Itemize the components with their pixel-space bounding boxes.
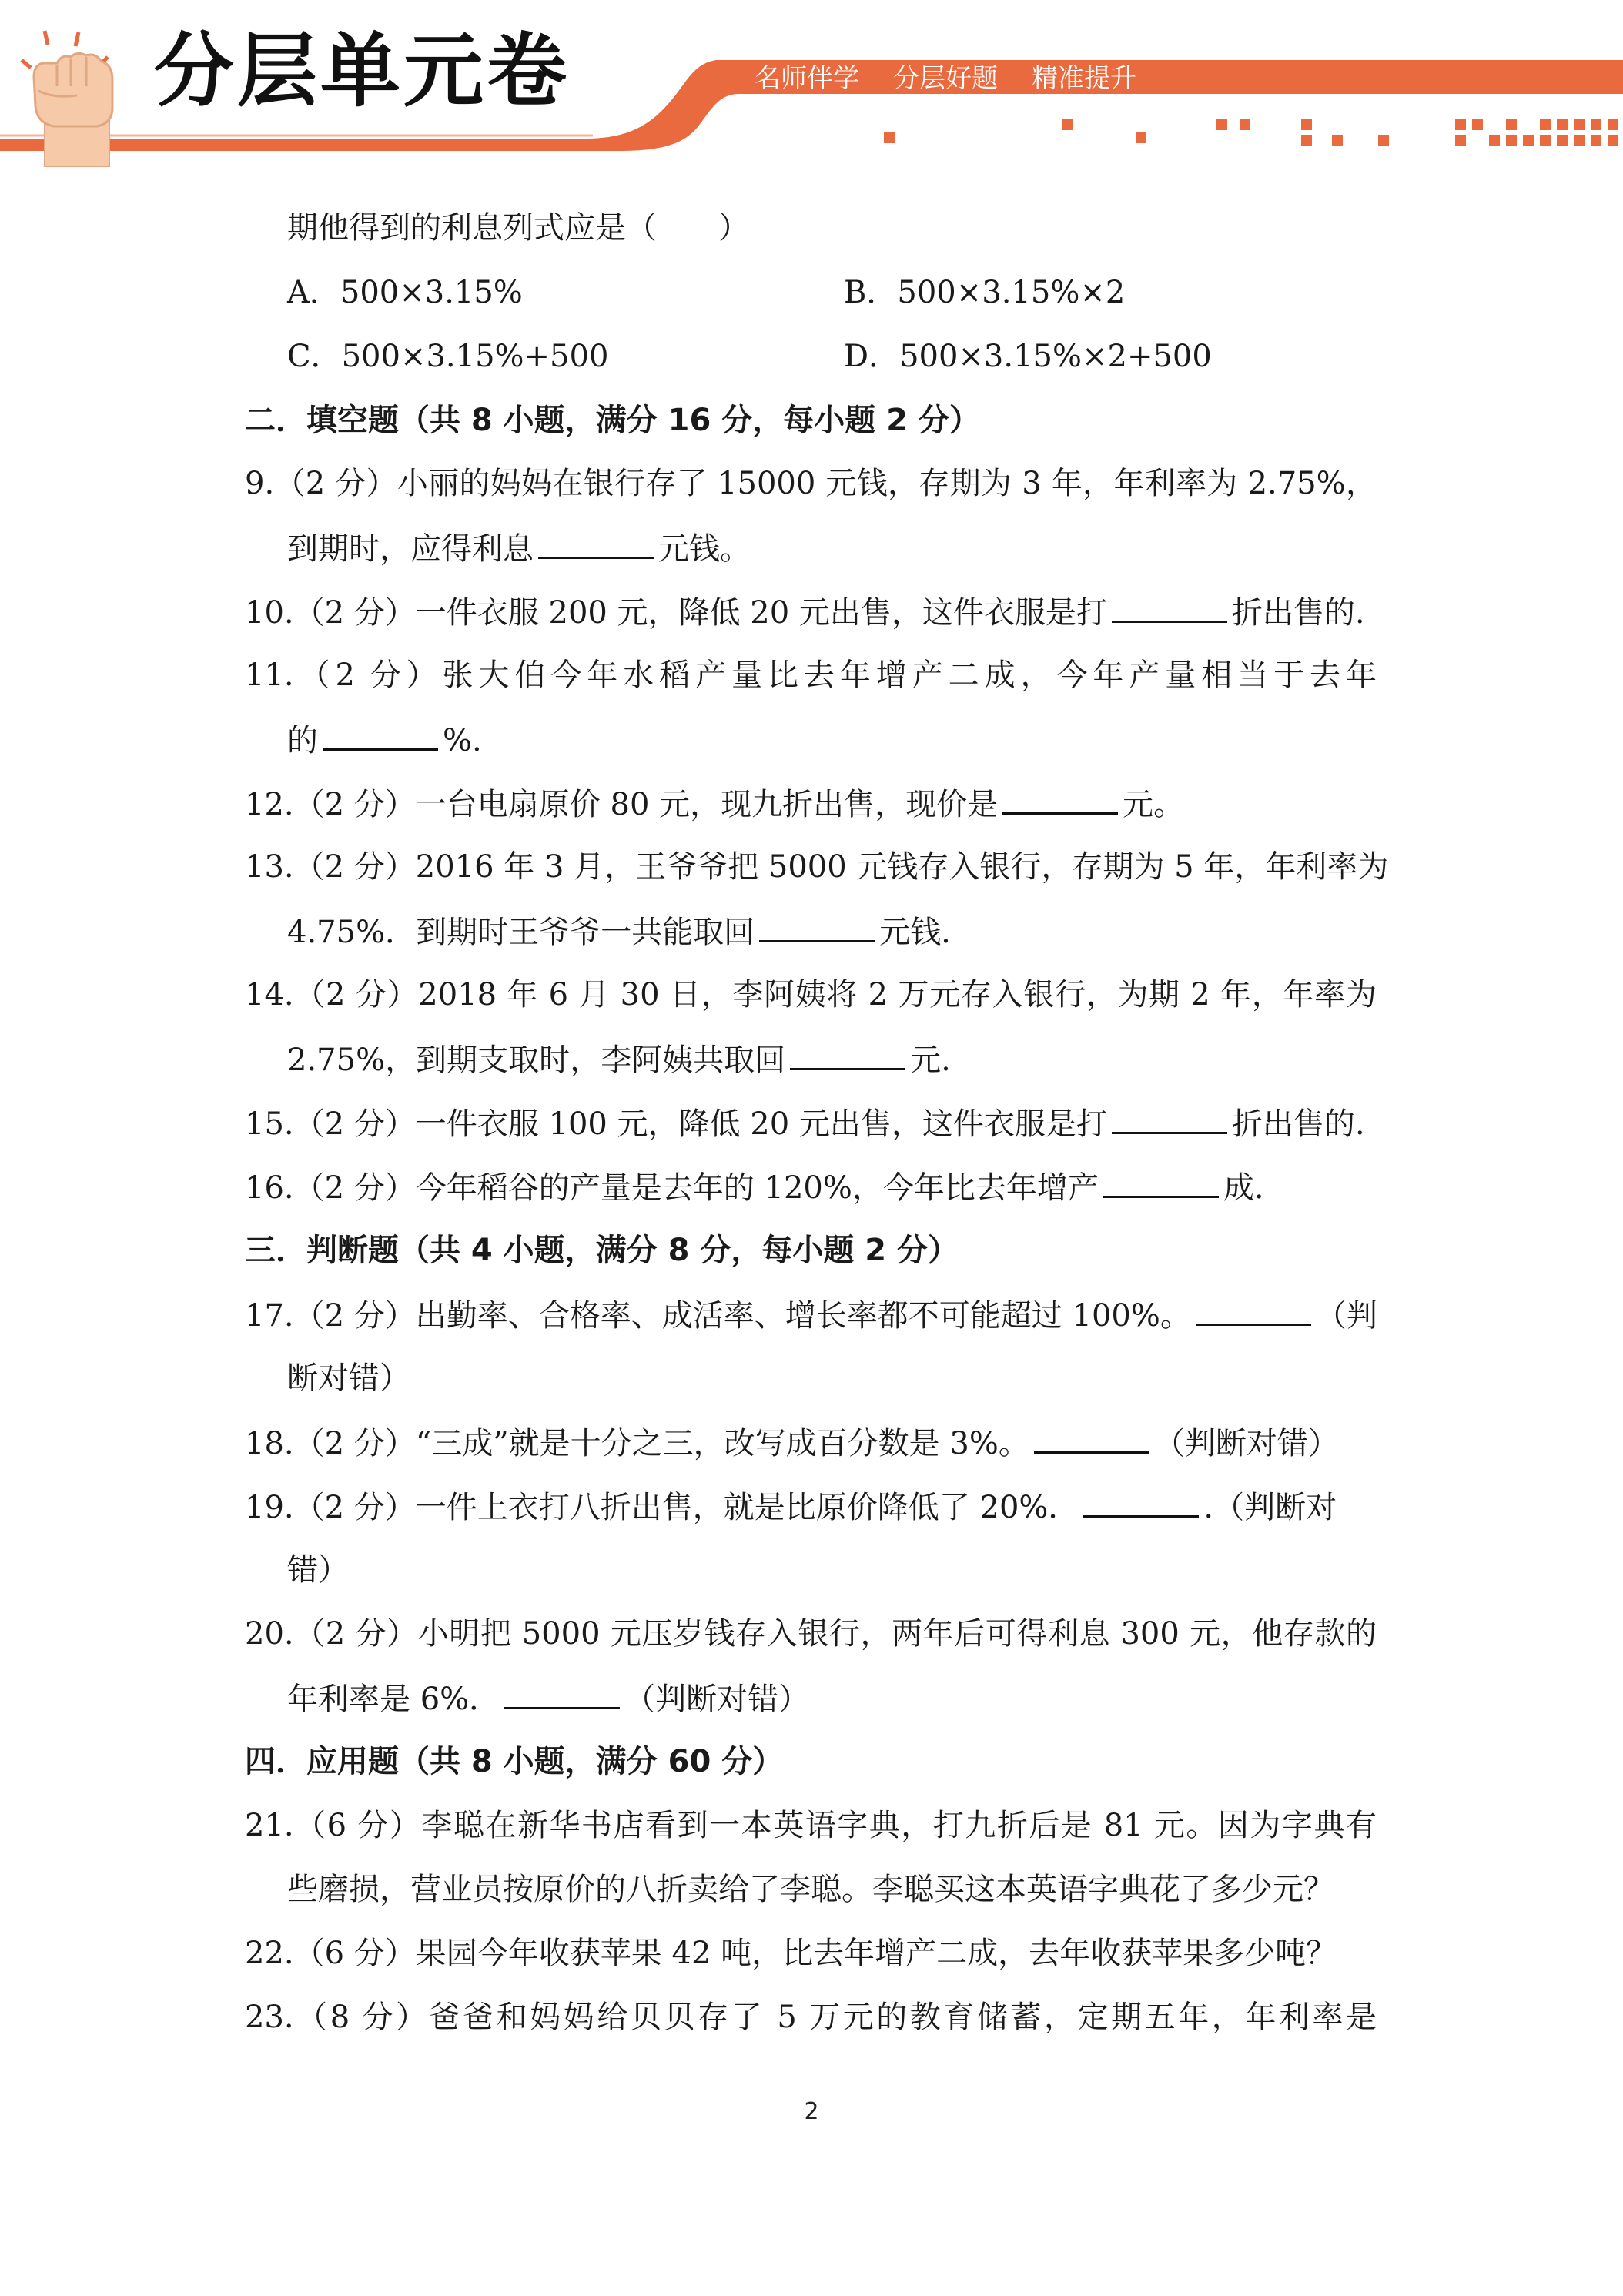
q14-unit: 元.	[910, 1043, 951, 1078]
q16-answer-blank[interactable]	[1103, 1165, 1219, 1198]
q18-tail: （判断对错）	[1153, 1426, 1339, 1461]
q8-option-d: D．500×3.15%×2+500	[844, 339, 1212, 374]
page-number: 2	[804, 2098, 819, 2125]
q19-line1	[245, 1484, 1377, 1529]
q8-option-b: B．500×3.15%×2	[844, 275, 1126, 310]
q15-text: 15.（2 分）一件衣服 100 元，降低 20 元出售，这件衣服是打	[245, 1106, 1107, 1142]
q12-line	[245, 782, 1377, 826]
q8-option-c: C．500×3.15%+500	[287, 339, 609, 374]
q10-answer-blank[interactable]	[1112, 590, 1227, 623]
q13-answer-blank[interactable]	[759, 909, 875, 942]
q10-text: 10.（2 分）一件衣服 200 元，降低 20 元出售，这件衣服是打	[245, 595, 1107, 631]
q19-line2: 错）	[287, 1552, 349, 1588]
q13-line1: 13.（2 分）2016 年 3 月，王爷爷把 5000 元钱存入银行，存期为 5 年，年利率为	[245, 849, 1389, 885]
slogan-1: 名师伴学	[755, 63, 859, 94]
q9-unit: 元钱。	[658, 531, 751, 567]
brand-title: 分层单元卷	[154, 24, 571, 118]
q20-line1: 20.（2 分）小明把 5000 元压岁钱存入银行，两年后可得利息 300 元，他存款的	[245, 1616, 1377, 1652]
q11-line1: 11.（2 分）张大伯今年水稻产量比去年增产二成，今年产量相当于去年	[245, 658, 1377, 693]
section-heading-true-false: 三．判断题（共 4 小题，满分 8 分，每小题 2 分）	[245, 1233, 959, 1268]
slogan-2: 分层好题	[893, 63, 998, 94]
q23-line1: 23.（8 分）爸爸和妈妈给贝贝存了 5 万元的教育储蓄，定期五年，年利率是	[245, 2000, 1377, 2035]
q12-text: 12.（2 分）一台电扇原价 80 元，现九折出售，现价是	[245, 787, 999, 822]
q12-unit: 元。	[1123, 787, 1185, 822]
q11-answer-blank[interactable]	[323, 718, 438, 751]
q21-line1: 21.（6 分）李聪在新华书店看到一本英语字典，打九折后是 81 元。因为字典有	[245, 1808, 1377, 1843]
q13-text: 4.75%．到期时王爷爷一共能取回	[287, 915, 755, 950]
q20-tail: （判断对错）	[624, 1682, 810, 1717]
q18-line	[245, 1421, 1377, 1465]
q9-answer-blank[interactable]	[538, 526, 654, 559]
q19-tail: .（判断对	[1203, 1490, 1337, 1525]
q17-line2: 断对错）	[287, 1361, 410, 1396]
q14-answer-blank[interactable]	[790, 1037, 905, 1070]
q14-line2	[287, 1037, 1419, 1082]
q20-line2	[287, 1676, 1419, 1721]
q11-unit: %.	[443, 723, 482, 758]
q8-continuation: 期他得到的利息列式应是（ ）	[287, 210, 749, 246]
section-heading-fill-in: 二．填空题（共 8 小题，满分 16 分，每小题 2 分）	[245, 403, 980, 438]
q9-line1: 9.（2 分）小丽的妈妈在银行存了 15000 元钱，存期为 3 年，年利率为 2.75%，	[245, 466, 1377, 501]
q16-line	[245, 1165, 1377, 1210]
q17-tail: （判	[1315, 1298, 1377, 1334]
q19-text: 19.（2 分）一件上衣打八折出售，就是比原价降低了 20%．	[245, 1490, 1079, 1525]
q13-line2	[287, 909, 1419, 954]
q8-option-a: A．500×3.15%	[287, 275, 523, 310]
q9-text: 到期时，应得利息	[287, 531, 534, 567]
q18-answer-blank[interactable]	[1034, 1421, 1149, 1454]
decorative-squares	[884, 119, 1618, 146]
q16-tail: 成.	[1223, 1170, 1264, 1206]
q9-line2	[287, 526, 1419, 571]
q18-text: 18.（2 分）“三成”就是十分之三，改写成百分数是 3%。	[245, 1426, 1029, 1461]
q15-line	[245, 1101, 1377, 1146]
q19-answer-blank[interactable]	[1083, 1484, 1199, 1518]
q14-line1: 14.（2 分）2018 年 6 月 30 日，李阿姨将 2 万元存入银行，为期 2 年，年率为	[245, 977, 1377, 1012]
q17-line1	[245, 1293, 1377, 1337]
q10-tail: 折出售的.	[1231, 595, 1365, 631]
q12-answer-blank[interactable]	[1002, 782, 1118, 815]
q15-answer-blank[interactable]	[1112, 1101, 1227, 1134]
section-heading-application: 四．应用题（共 8 小题，满分 60 分）	[245, 1744, 784, 1779]
q16-text: 16.（2 分）今年稻谷的产量是去年的 120%，今年比去年增产	[245, 1170, 1099, 1206]
page-header	[0, 0, 1623, 169]
q11-text: 的	[287, 723, 318, 758]
q14-text: 2.75%，到期支取时，李阿姨共取回	[287, 1043, 786, 1078]
q22-line: 22.（6 分）果园今年收获苹果 42 吨，比去年增产二成，去年收获苹果多少吨？	[245, 1936, 1337, 1971]
q20-answer-blank[interactable]	[504, 1676, 620, 1709]
q17-answer-blank[interactable]	[1196, 1293, 1311, 1326]
q20-text: 年利率是 6%．	[287, 1682, 500, 1717]
q10-line	[245, 590, 1377, 634]
q13-unit: 元钱.	[879, 915, 951, 950]
slogan-3: 精准提升	[1032, 63, 1136, 94]
q15-tail: 折出售的.	[1231, 1106, 1365, 1142]
q17-text: 17.（2 分）出勤率、合格率、成活率、增长率都不可能超过 100%。	[245, 1298, 1191, 1334]
q11-line2	[287, 718, 1419, 762]
q21-line2: 些磨损，营业员按原价的八折卖给了李聪。李聪买这本英语字典花了多少元？	[287, 1872, 1334, 1907]
